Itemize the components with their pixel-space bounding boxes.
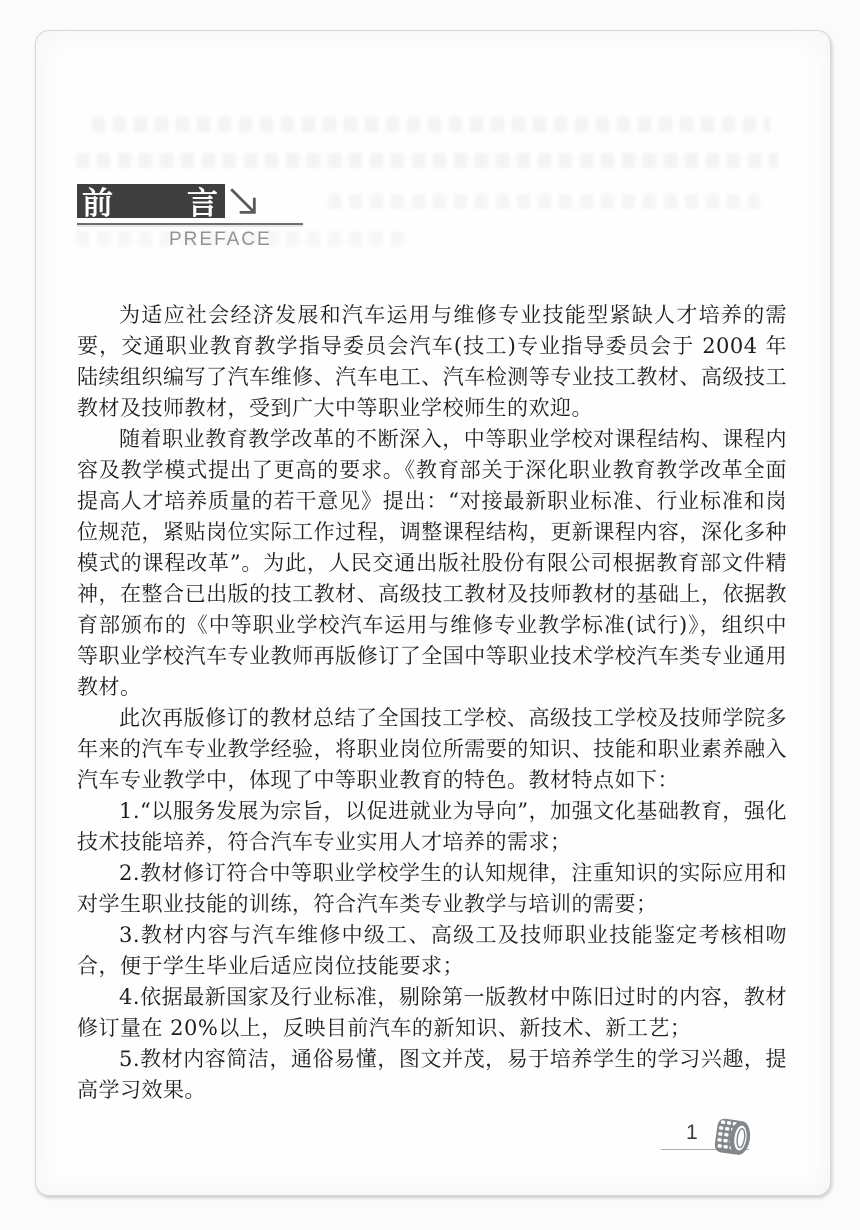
title-char-right: 言 <box>187 185 218 222</box>
arrow-down-right-icon <box>228 186 262 218</box>
feature-item-4: 4.依据最新国家及行业标准，剔除第一版教材中陈旧过时的内容，教材修订量在 20%以上，反映目前汽车的新知识、新技术、新工艺； <box>77 985 787 1040</box>
paragraph-intro: 为适应社会经济发展和汽车运用与维修专业技能型紧缺人才培养的需要，交通职业教育教学指导委员会汽车(技工)专业指导委员会于 2004 年陆续组织编写了汽车维修、汽车电工、汽车检测等专业技工教材、高级技工教材及技师教材，受到广大中等职业学校师生的欢迎。 <box>77 303 787 420</box>
book-page <box>35 30 831 1196</box>
page-number: 1 <box>686 1121 698 1144</box>
preface-subtitle: PREFACE <box>169 229 272 250</box>
preface-body <box>77 300 787 1106</box>
feature-item-1: 1.“以服务发展为宗旨，以促进就业为导向”，加强文化基础教育，强化技术技能培养，符合汽车专业实用人才培养的需求； <box>77 799 787 854</box>
title-char-left: 前 <box>82 185 113 222</box>
preface-header <box>77 184 787 251</box>
feature-item-2: 2.教材修订符合中等职业学校学生的认知规律，注重知识的实际应用和对学生职业技能的训练，符合汽车类专业教学与培训的需要； <box>77 861 787 916</box>
title-rule <box>77 223 303 225</box>
tire-icon <box>712 1117 754 1157</box>
bleed-through-text <box>76 153 778 168</box>
paragraph-revision: 此次再版修订的教材总结了全国技工学校、高级技工学校及技师学院多年来的汽车专业教学经验，将职业岗位所需要的知识、技能和职业素养融入汽车专业教学中，体现了中等职业教育的特色。教材特点如下： <box>77 706 787 792</box>
feature-item-3: 3.教材内容与汽车维修中级工、高级工及技师职业技能鉴定考核相吻合，便于学生毕业后适应岗位技能要求； <box>77 923 787 978</box>
title-row <box>77 184 787 222</box>
paragraph-reform: 随着职业教育教学改革的不断深入，中等职业学校对课程结构、课程内容及教学模式提出了更高的要求。《教育部关于深化职业教育教学改革全面提高人才培养质量的若干意见》提出：“对接最新职业标准、行业标准和岗位规范，紧贴岗位实际工作过程，调整课程结构，更新课程内容，深化多种模式的课程改革”。为此，人民交通出版社股份有限公司根据教育部文件精神，在整合已出版的技工教材、高级技工教材及技师教材的基础上，依据教育部颁布的《中等职业学校汽车运用与维修专业教学标准(试行)》，组织中等职业学校汽车专业教师再版修订了全国中等职业技术学校汽车类专业通用教材。 <box>77 427 787 699</box>
bleed-through-text <box>92 117 770 132</box>
feature-item-5: 5.教材内容简洁，通俗易懂，图文并茂，易于培养学生的学习兴趣，提高学习效果。 <box>77 1047 787 1102</box>
page-title <box>77 184 225 222</box>
